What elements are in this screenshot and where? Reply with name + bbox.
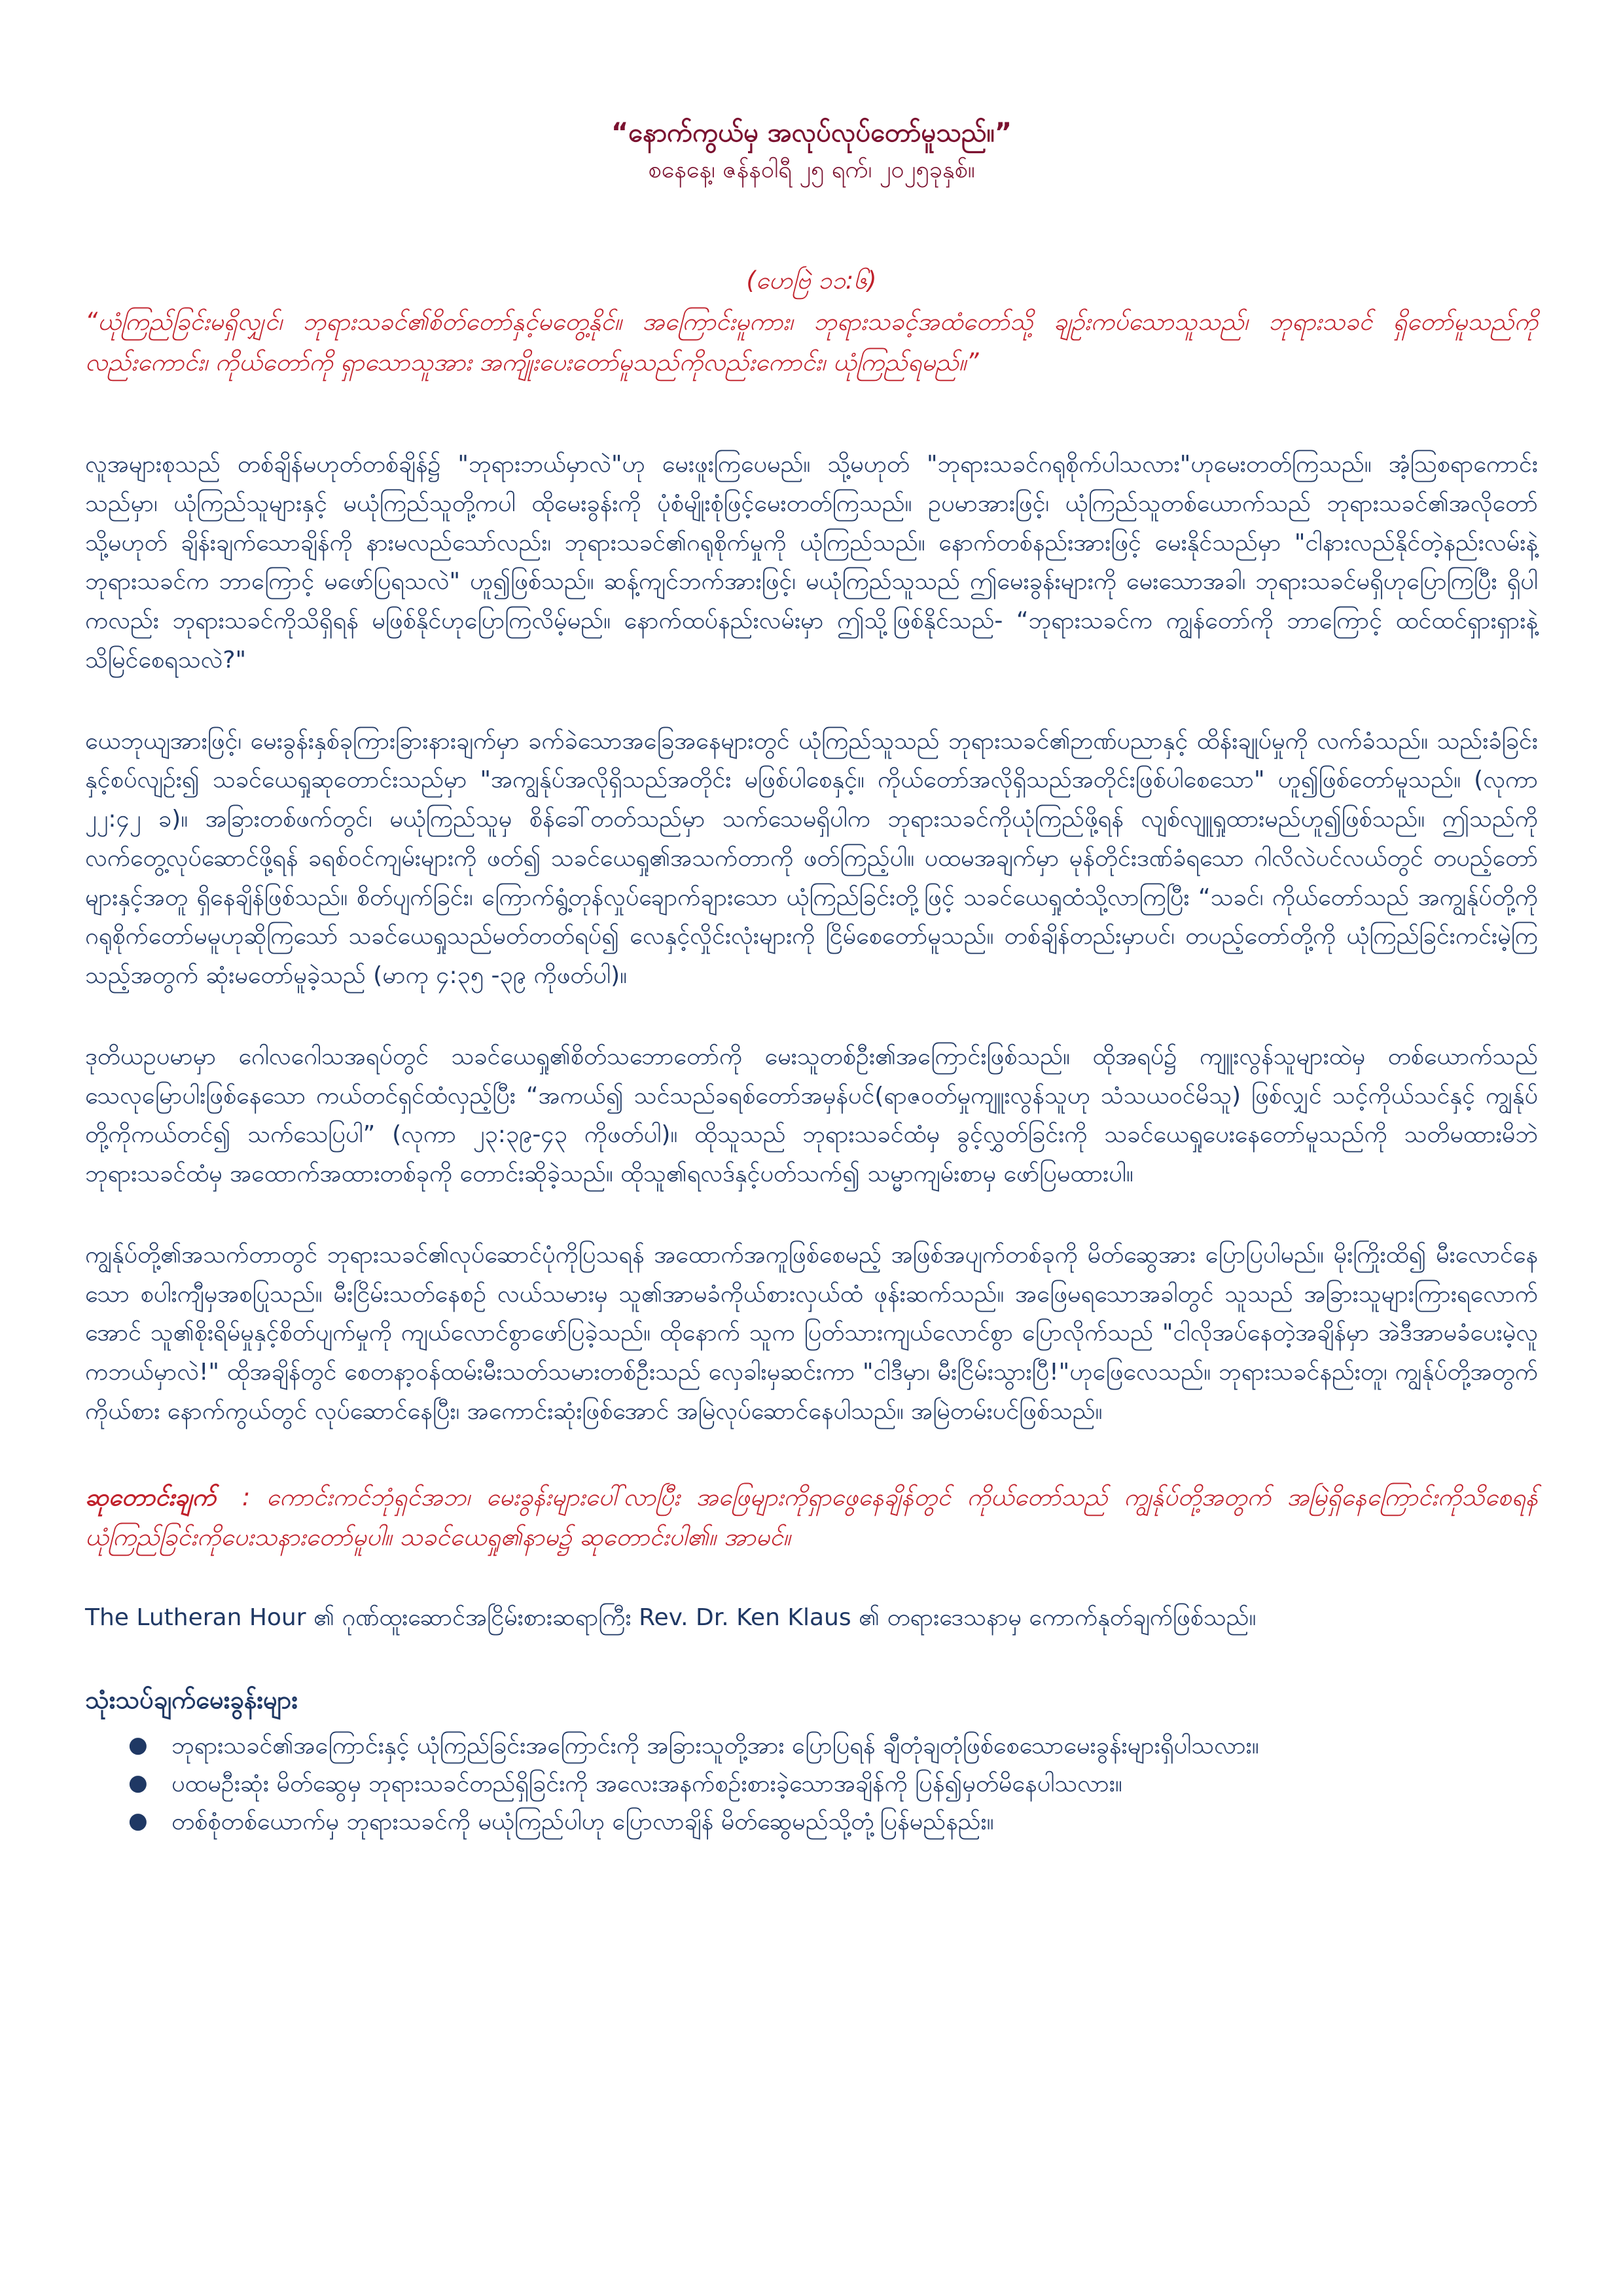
prayer-text: : ကောင်းကင်ဘုံရှင်အဘ၊ မေးခွန်းများပေါ်လာပြီး အဖြေများကိုရှာဖွေနေချိန်တွင် ကိုယ်တော်သည် ကျွန်ုပ်တို့အတွက် အမြဲရှိနေကြောင်းကိုသိစေရန် ယုံကြည်ခြင်းကိုပေးသနားတော်မူပါ။ သခင်ယေရှု၏နာမ၌ ဆုတောင်းပါ၏။ အာမင်။ [85, 1482, 1538, 1551]
question-item [111, 1803, 1538, 1841]
date-line: စနေနေ့၊ ဇန်နဝါရီ ၂၅ ရက်၊ ၂၀၂၅ခုနှစ်။ [648, 156, 975, 183]
verse-reference: (ဟေဗြဲ ၁၁:၆) [746, 266, 877, 295]
body-paragraph-1: လူအများစုသည် တစ်ချိန်မဟုတ်တစ်ချိန်၌ "ဘုရားဘယ်မှာလဲ"ဟု မေးဖူးကြပေမည်။ သို့မဟုတ် "ဘုရားသခင်ဂရုစိုက်ပါသလား"ဟုမေးတတ်ကြသည်။ အံ့သြစရာကောင်းသည်မှာ၊ ယုံကြည်သူများနှင့် မယုံကြည်သူတို့ကပါ ထိုမေးခွန်းကို ပုံစံမျိုးစုံဖြင့်မေးတတ်ကြသည်။ ဥပမာအားဖြင့်၊ ယုံကြည်သူတစ်ယောက်သည် ဘုရားသခင်၏အလိုတော် သို့မဟုတ် ချိန်းချက်သောချိန်ကို နားမလည်သော်လည်း၊ ဘုရားသခင်၏ဂရုစိုက်မှုကို ယုံကြည်သည်။ နောက်တစ်နည်းအားဖြင့် မေးနိုင်သည်မှာ "ငါနားလည်နိုင်တဲ့နည်းလမ်းနဲ့ ဘုရားသခင်က ဘာကြောင့် မဖော်ပြရသလဲ" ဟူ၍ဖြစ်သည်။ ဆန့်ကျင်ဘက်အားဖြင့်၊ မယုံကြည်သူသည် ဤမေးခွန်းများကို မေးသောအခါ၊ ဘုရားသခင်မရှိဟုပြောကြပြီး ရှိပါကလည်း ဘုရားသခင်ကိုသိရှိရန် မဖြစ်နိုင်ဟုပြောကြလိမ့်မည်။ နောက်ထပ်နည်းလမ်းမှာ ဤသို့ဖြစ်နိုင်သည်- “ဘုရားသခင်က ကျွန်တော်ကို ဘာကြောင့် ထင်ထင်ရှားရှားနဲ့ သိမြင်စေရသလဲ?" [85, 451, 1538, 673]
prayer-block [85, 1477, 1538, 1558]
body-paragraph-4: ကျွန်ုပ်တို့၏အသက်တာတွင် ဘုရားသခင်၏လုပ်ဆောင်ပုံကိုပြသရန် အထောက်အကူဖြစ်စေမည့် အဖြစ်အပျက်တစ်ခုကို မိတ်ဆွေအား ပြောပြပါမည်။ မိုးကြိုးထိ၍ မီးလောင်နေသော စပါးကျီမှအစပြုသည်။ မီးငြိမ်းသတ်နေစဉ် လယ်သမားမှ သူ၏အာမခံကိုယ်စားလှယ်ထံ ဖုန်းဆက်သည်။ အဖြေမရသောအခါတွင် သူသည် အခြားသူများကြားရလောက်အောင် သူ၏စိုးရိမ်မှုနှင့်စိတ်ပျက်မှုကို ကျယ်လောင်စွာဖော်ပြခဲ့သည်။ ထိုနောက် သူက ပြတ်သားကျယ်လောင်စွာ ပြောလိုက်သည် "ငါလိုအပ်နေတဲ့အချိန်မှာ အဲဒီအာမခံပေးမဲ့လူကဘယ်မှာလဲ!" ထိုအချိန်တွင် စေတနာ့ဝန်ထမ်းမီးသတ်သမားတစ်ဦးသည် လှေခါးမှဆင်းကာ "ငါဒီမှာ၊ မီးငြိမ်းသွားပြီ!"ဟုဖြေလေသည်။ ဘုရားသခင်နည်းတူ၊ ကျွန်ုပ်တို့အတွက် ကိုယ်စား နောက်ကွယ်တွင် လုပ်ဆောင်နေပြီး၊ အကောင်းဆုံးဖြစ်အောင် အမြဲလုပ်ဆောင်နေပါသည်။ အမြဲတမ်းပင်ဖြစ်သည်။ [85, 1241, 1538, 1425]
bullet-icon: ● [128, 1731, 148, 1758]
questions-heading: သုံးသပ်ချက်မေးခွန်းများ [85, 1685, 298, 1715]
question-item [111, 1765, 1538, 1803]
question-item [111, 1727, 1538, 1765]
source-credit: The Lutheran Hour ၏ ဂုဏ်ထူးဆောင်အငြိမ်းစားဆရာကြီး Rev. Dr. Ken Klaus ၏ တရားဒေသနာမှ ကောက်နုတ်ချက်ဖြစ်သည်။ [85, 1604, 1257, 1632]
question-text: ပထမဦးဆုံး မိတ်ဆွေမှ ဘုရားသခင်တည်ရှိခြင်းကို အလေးအနက်စဉ်းစားခဲ့သောအချိန်ကို ပြန်၍မှတ်မိနေပါသလား။ [171, 1770, 1122, 1797]
body-paragraph-3: ဒုတိယဥပမာမှာ ဂေါလဂေါသအရပ်တွင် သခင်ယေရှု၏စိတ်သဘောတော်ကို မေးသူတစ်ဦး၏အကြောင်းဖြစ်သည်။ ထိုအရပ်၌ ကျူးလွန်သူများထဲမှ တစ်ယောက်သည် သေလုမြောပါးဖြစ်နေသော ကယ်တင်ရှင်ထံလှည့်ပြီး “အကယ်၍ သင်သည်ခရစ်တော်အမှန်ပင်(ရာဇဝတ်မှုကျူးလွန်သူဟု သံသယဝင်မိသူ) ဖြစ်လျှင် သင့်ကိုယ်သင်နှင့် ကျွန်ုပ်တို့ကိုကယ်တင်၍ သက်သေပြပါ” (လုကာ ၂၃:၃၉-၄၃ ကိုဖတ်ပါ)။ ထိုသူသည် ဘုရားသခင်ထံမှ ခွင့်လွှတ်ခြင်းကို သခင်ယေရှုပေးနေတော်မူသည်ကို သတိမထားမိဘဲ ဘုရားသခင်ထံမှ အထောက်အထားတစ်ခုကို တောင်းဆိုခဲ့သည်။ ထိုသူ၏ရလဒ်နှင့်ပတ်သက်၍ သမ္မာကျမ်းစာမှ ဖော်ပြမထားပါ။ [85, 1043, 1538, 1187]
prayer-label: ဆုတောင်းချက် [85, 1482, 216, 1511]
body-paragraph-2: ယေဘုယျအားဖြင့်၊ မေးခွန်းနှစ်ခုကြားခြားနားချက်မှာ ခက်ခဲသောအခြေအနေများတွင် ယုံကြည်သူသည် ဘုရားသခင်၏ဉာဏ်ပညာနှင့် ထိန်းချုပ်မှုကို လက်ခံသည်။ သည်းခံခြင်းနှင့်စပ်လျဉ်း၍ သခင်ယေရှုဆုတောင်းသည်မှာ "အကျွန်ုပ်အလိုရှိသည်အတိုင်း မဖြစ်ပါစေနှင့်။ ကိုယ်တော်အလိုရှိသည်အတိုင်းဖြစ်ပါစေသော" ဟူ၍ဖြစ်တော်မူသည်။ (လုကာ ၂၂:၄၂ ခ)။ အခြားတစ်ဖက်တွင်၊ မယုံကြည်သူမှ စိန်ခေါ်တတ်သည်မှာ သက်သေမရှိပါက ဘုရားသခင်ကိုယုံကြည်ဖို့ရန် လျစ်လျူရှုထားမည်ဟူ၍ဖြစ်သည်။ ဤသည်ကို လက်တွေ့လုပ်ဆောင်ဖို့ရန် ခရစ်ဝင်ကျမ်းများကို ဖတ်၍ သခင်ယေရှု၏အသက်တာကို ဖတ်ကြည့်ပါ။ ပထမအချက်မှာ မုန်တိုင်းဒဏ်ခံရသော ဂါလိလဲပင်လယ်တွင် တပည့်တော်များနှင့်အတူ ရှိနေချိန်ဖြစ်သည်။ စိတ်ပျက်ခြင်း၊ ကြောက်ရွံ့တုန်လှုပ်ချောက်ချားသော ယုံကြည်ခြင်းတို့ဖြင့် သခင်ယေရှုထံသို့လာကြပြီး “သခင်၊ ကိုယ်တော်သည် အကျွန်ုပ်တို့ကို ဂရုစိုက်တော်မမူဟုဆိုကြသော် သခင်ယေရှုသည်မတ်တတ်ရပ်၍ လေနှင့်လှိုင်းလုံးများကို ငြိမ်စေတော်မူသည်။ တစ်ချိန်တည်းမှာပင်၊ တပည့်တော်တို့ကို ယုံကြည်ခြင်းကင်းမဲ့ကြသည့်အတွက် ဆုံးမတော်မူခဲ့သည် (မာကု ၄:၃၅ -၃၉ ကိုဖတ်ပါ)။ [85, 727, 1538, 989]
question-text: တစ်စုံတစ်ယောက်မှ ဘုရားသခင်ကို မယုံကြည်ပါဟု ပြောလာချိန် မိတ်ဆွေမည်သို့တုံ့ပြန်မည်နည်း။ [171, 1808, 994, 1836]
bullet-icon: ● [128, 1769, 148, 1796]
questions-list [85, 1727, 1538, 1842]
question-text: ဘုရားသခင်၏အကြောင်းနှင့် ယုံကြည်ခြင်းအကြောင်းကို အခြားသူတို့အား ပြောပြရန် ချီတုံချတုံဖြစ်စေသောမေးခွန်းများရှိပါသလား။ [171, 1732, 1259, 1759]
verse-text: “ယုံကြည်ခြင်းမရှိလျှင်၊ ဘုရားသခင်၏စိတ်တော်နှင့်မတွေ့နိုင်။ အကြောင်းမူကား၊ ဘုရားသခင့်အထံတော်သို့ ချဉ်းကပ်သောသူသည်၊ ဘုရားသခင် ရှိတော်မူသည်ကိုလည်းကောင်း၊ ကိုယ်တော်ကို ရှာသောသူအား အကျိုးပေးတော်မူသည်ကိုလည်းကောင်း၊ ယုံကြည်ရမည်။” [85, 308, 1538, 376]
page-title: “နောက်ကွယ်မှ အလုပ်လုပ်တော်မူသည်။” [611, 118, 1012, 148]
bullet-icon: ● [128, 1808, 148, 1835]
